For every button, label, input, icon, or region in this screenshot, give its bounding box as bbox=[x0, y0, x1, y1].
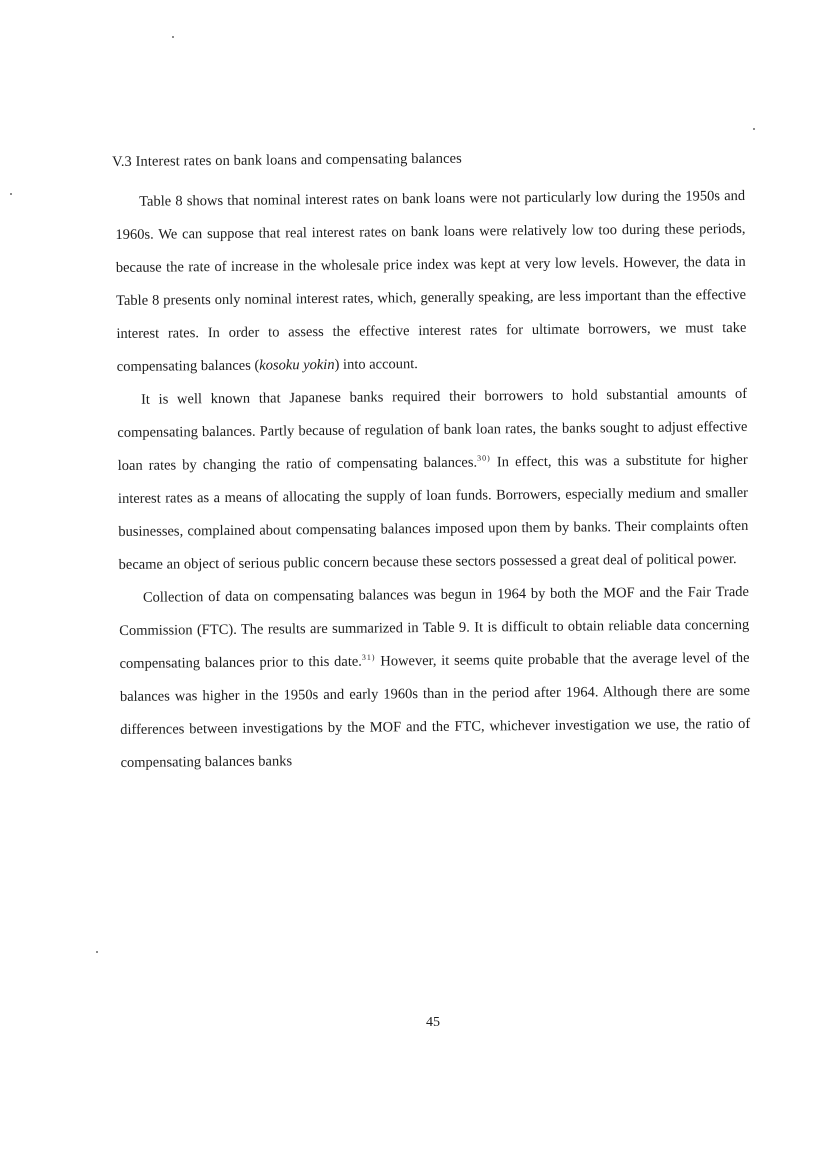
scan-speck bbox=[172, 36, 174, 38]
text-segment: Collection of data on compensating balances was begun in 1964 by both the MOF and the Fair Trade Commission (FTC). The results are summarized in Table 9. It is difficult to obtain reliable data concerning compensating balances prior to this date. bbox=[119, 583, 750, 672]
text-segment: It is well known that Japanese banks required their borrowers to hold substantial amounts of compensating balances. Partly because of regulation of bank loan rates, the banks sought to adjust effective loan rates by changing the ratio of compensating balances. bbox=[117, 385, 748, 474]
italic-term: kosoku yokin bbox=[259, 356, 335, 374]
scan-speck bbox=[10, 193, 12, 195]
paragraph bbox=[119, 576, 751, 780]
text-segment: However, it seems quite probable that the average level of the balances was higher in the 1950s and early 1960s than in the period after 1964. Although there are some differences between investigations by the MOF and the FTC, whichever investigation we use, the ratio of compensating balances banks bbox=[119, 649, 751, 771]
scan-speck bbox=[96, 951, 98, 953]
body-text bbox=[115, 180, 751, 780]
text-segment: Table 8 shows that nominal interest rates on bank loans were not particularly low during the 1950s and 1960s. We can suppose that real interest rates on bank loans were relatively low too during these periods, because the rate of increase in the wholesale price index was kept at very low levels. However, the data in Table 8 presents only nominal interest rates, which, generally speaking, are less important than the effective interest rates. In order to assess the effective interest rates for ultimate borrowers, we must take compensating balances ( bbox=[115, 187, 747, 375]
scan-speck bbox=[753, 128, 755, 130]
footnote-marker: 31) bbox=[361, 652, 376, 662]
section-heading: V.3 Interest rates on bank loans and compensating balances bbox=[112, 150, 462, 170]
page-number: 45 bbox=[426, 1015, 440, 1030]
text-segment: ) into account. bbox=[334, 356, 418, 373]
paragraph bbox=[117, 378, 749, 582]
paragraph bbox=[115, 180, 747, 384]
footnote-marker: 30) bbox=[477, 453, 491, 463]
text-segment: In effect, this was a substitute for higher interest rates as a means of allocating the supply of loan funds. Borrowers, especially medium and smaller businesses, complained about compensating balances imposed upon them by banks. Their complaints often became an object of serious public concern because these sectors possessed a great deal of political power. bbox=[117, 451, 749, 573]
